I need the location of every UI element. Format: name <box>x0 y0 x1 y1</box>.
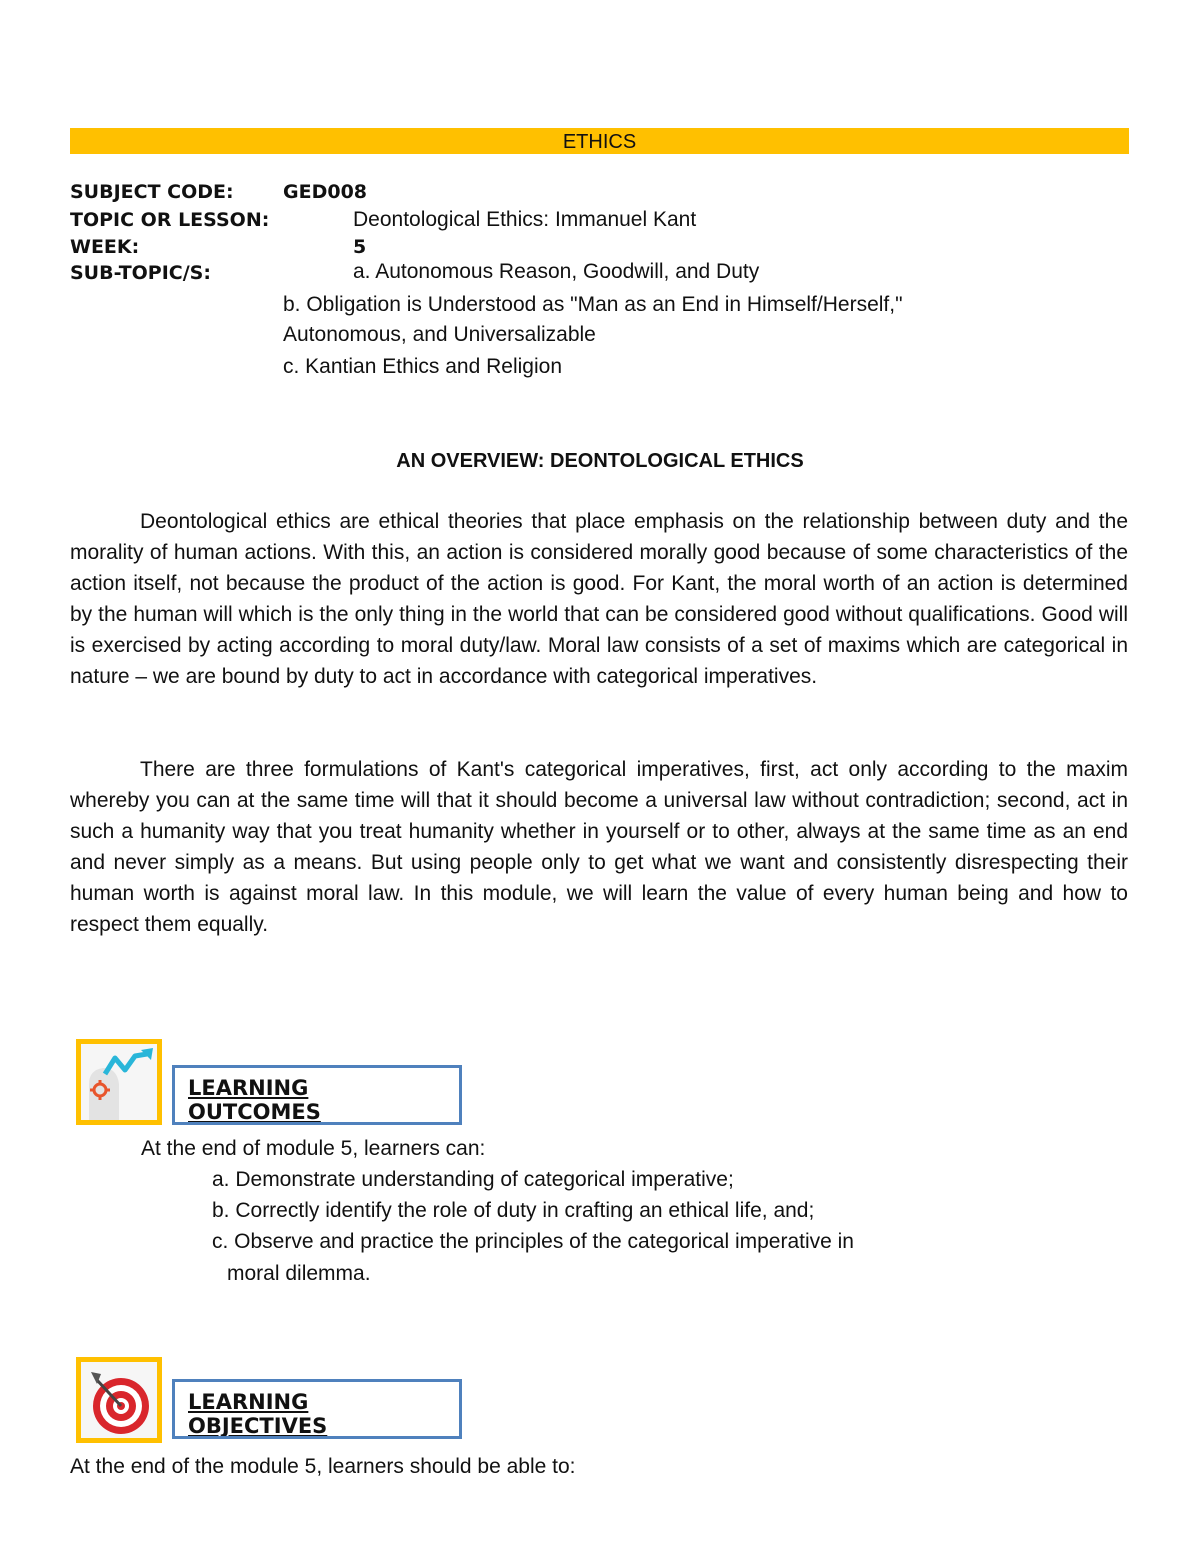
learning-objectives-label-box <box>172 1379 462 1439</box>
subtopic-b: b. Obligation is Understood as "Man as an End in Himself/Herself," <box>283 293 903 316</box>
week-label: WEEK: <box>70 236 140 258</box>
overview-paragraph-1 <box>70 506 1128 692</box>
banner-title: ETHICS <box>562 131 637 153</box>
outcome-item-a: a. Demonstrate understanding of categorical imperative; <box>212 1168 734 1191</box>
learning-objectives-label: LEARNING OBJECTIVES <box>188 1390 328 1438</box>
outcome-item-b: b. Correctly identify the role of duty in crafting an ethical life, and; <box>212 1199 815 1222</box>
subtopic-a: a. Autonomous Reason, Goodwill, and Duty <box>353 260 760 283</box>
learning-outcomes-label-box <box>172 1065 462 1125</box>
overview-paragraph-1-text: Deontological ethics are ethical theories that place emphasis on the relationship between duty and the morality of human actions. With this, an action is considered morally good because of some characteristics of the action itself, not because the product of the action is good. For Kant, the moral worth of an action is determined by the human will which is the only thing in the world that can be considered good without qualifications. Good will is exercised by acting according to moral duty/law. Moral law consists of a set of maxims which are categorical in nature – we are bound by duty to act in accordance with categorical imperatives. <box>70 510 1128 688</box>
subject-code-label: SUBJECT CODE: <box>70 181 234 203</box>
subtopics-label: SUB-TOPIC/S: <box>70 262 211 284</box>
objectives-icon-frame <box>76 1357 162 1443</box>
ethics-banner <box>70 128 1129 154</box>
outcomes-intro: At the end of module 5, learners can: <box>141 1137 486 1160</box>
learning-outcomes-label: LEARNING OUTCOMES <box>188 1076 321 1124</box>
overview-heading: AN OVERVIEW: DEONTOLOGICAL ETHICS <box>396 450 804 472</box>
outcomes-icon-frame <box>76 1039 162 1125</box>
subject-code-value: GED008 <box>283 181 368 203</box>
subtopic-c: c. Kantian Ethics and Religion <box>283 355 562 378</box>
objectives-intro: At the end of the module 5, learners should be able to: <box>70 1455 576 1478</box>
topic-value: Deontological Ethics: Immanuel Kant <box>353 208 697 231</box>
outcome-item-c: c. Observe and practice the principles of the categorical imperative in <box>212 1230 854 1253</box>
growth-chart-icon <box>81 1044 157 1120</box>
topic-label: TOPIC OR LESSON: <box>70 209 270 231</box>
outcome-item-c-cont: moral dilemma. <box>227 1262 371 1285</box>
overview-paragraph-2 <box>70 754 1128 940</box>
week-value: 5 <box>353 236 367 258</box>
target-icon <box>81 1362 157 1438</box>
subtopic-b-cont: Autonomous, and Universalizable <box>283 323 596 346</box>
overview-paragraph-2-text: There are three formulations of Kant's categorical imperatives, first, act only according to the maxim whereby you can at the same time will that it should become a universal law without contradiction; second, act in such a humanity way that you treat humanity whether in yourself or to other, always at the same time as an end and never simply as a means. But using people only to get what we want and consistently disrespecting their human worth is against moral law. In this module, we will learn the value of every human being and how to respect them equally. <box>70 758 1128 936</box>
